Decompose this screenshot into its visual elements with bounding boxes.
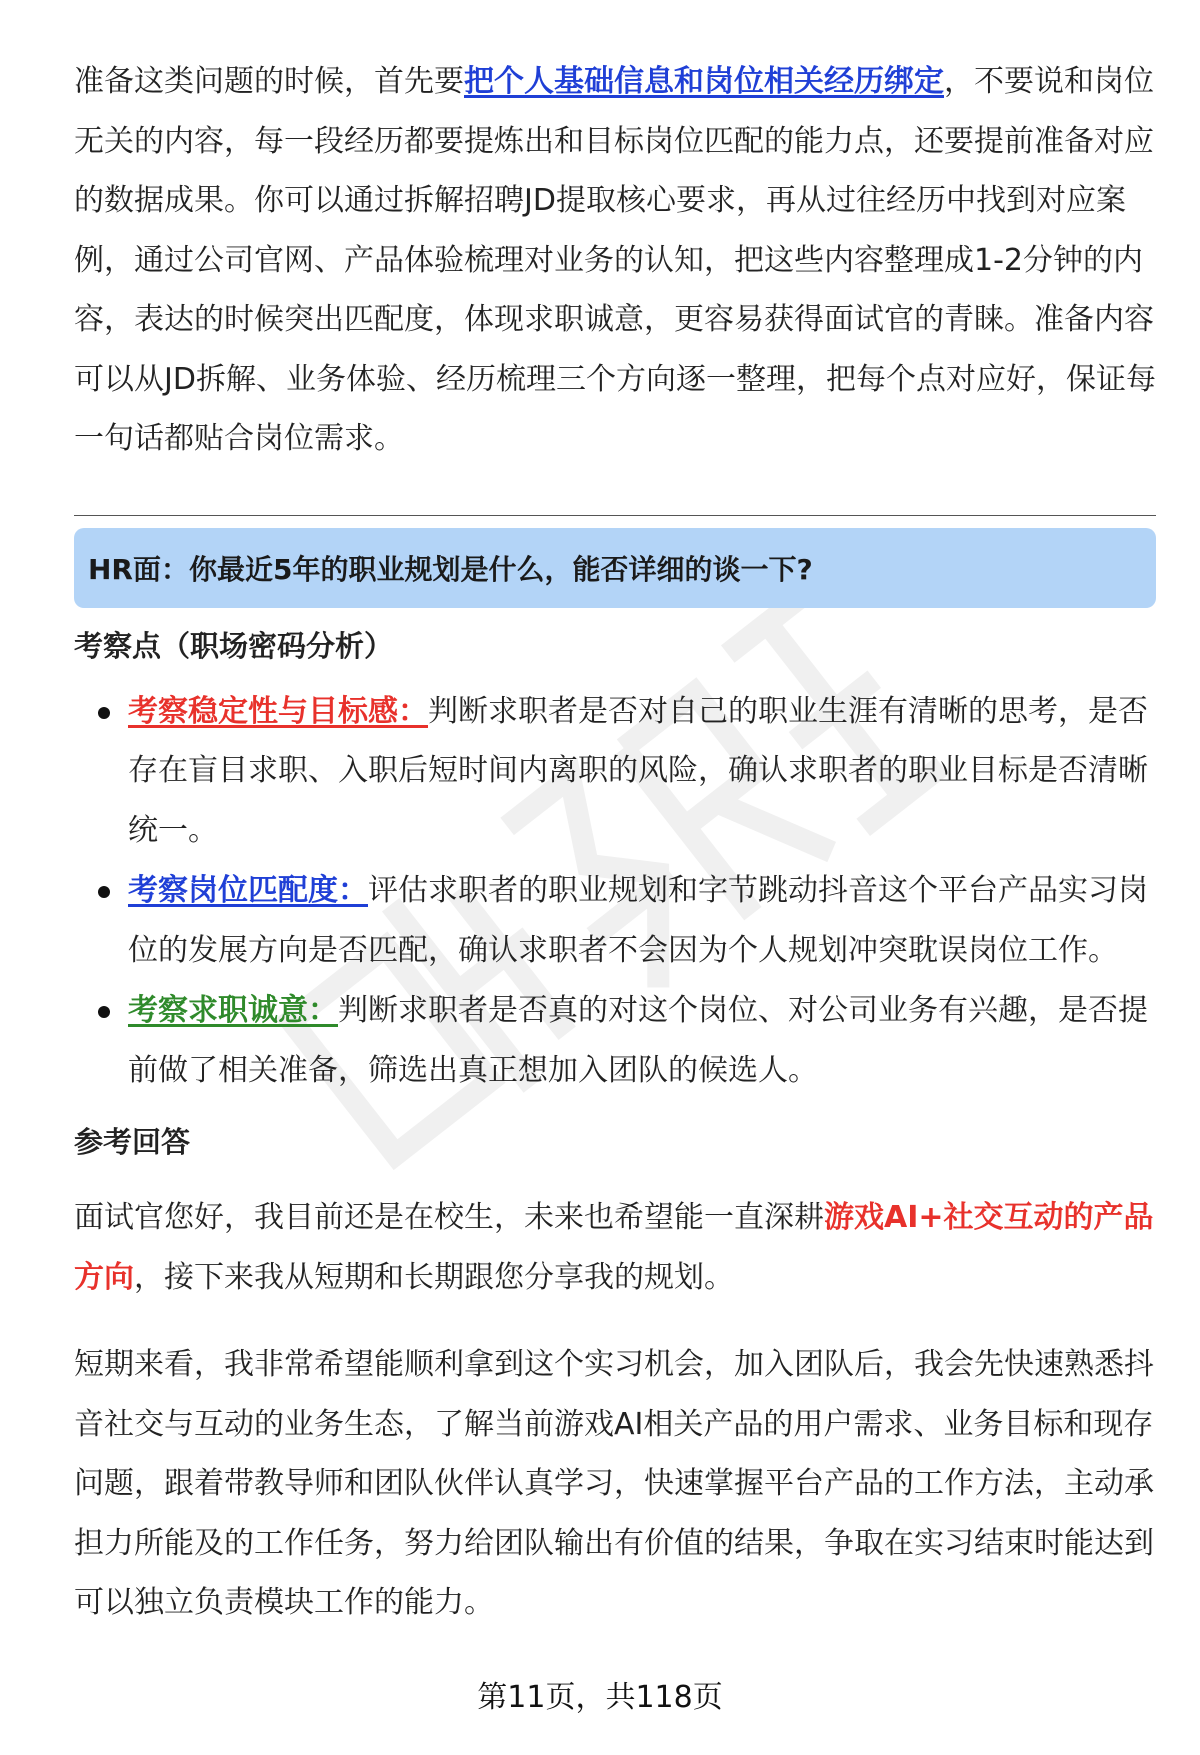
point-label: 考察稳定性与目标感： — [128, 693, 428, 729]
section-divider — [74, 515, 1156, 516]
intro-text-after: ，不要说和岗位无关的内容，每一段经历都要提炼出和目标岗位匹配的能力点，还要提前准备对应的数据成果。你可以通过拆解招聘JD提取核心要求，再从过往经历中找到对应案例，通过公司官网、产品体验梳理对业务的认知，把这些内容整理成1-2分钟的内容，表达的时候突出匹配度，体现求职诚意，更容易获得面试官的青睐。准备内容可以从JD拆解、业务体验、经历梳理三个方向逐一整理，把每个点对应好，保证每一句话都贴合岗位需求。 — [74, 64, 1156, 456]
intro-text-before: 准备这类问题的时候，首先要 — [74, 64, 464, 99]
intro-paragraph — [74, 52, 1156, 469]
point-label: 考察岗位匹配度： — [128, 873, 368, 908]
intro-highlight: 把个人基础信息和岗位相关经历绑定 — [464, 64, 944, 99]
page-number: 第11页，共118页 — [477, 1680, 723, 1715]
analysis-point-sincerity — [74, 981, 1156, 1100]
bullet-icon — [98, 886, 110, 898]
reference-p1-before: 面试官您好，我目前还是在校生，未来也希望能一直深耕 — [74, 1200, 824, 1235]
reference-paragraph-1 — [74, 1188, 1156, 1307]
point-label: 考察求职诚意： — [128, 993, 338, 1028]
paragraph-gap — [74, 1307, 1156, 1335]
document-content — [74, 52, 1156, 1633]
bullet-icon — [98, 1006, 110, 1018]
reference-paragraph-2: 短期来看，我非常希望能顺利拿到这个实习机会，加入团队后，我会先快速熟悉抖音社交与互动的业务生态，了解当前游戏AI相关产品的用户需求、业务目标和现存问题，跟着带教导师和团队伙伴认真学习，快速掌握平台产品的工作方法，主动承担力所能及的工作任务，努力给团队输出有价值的结果，争取在实习结束时能达到可以独立负责模块工作的能力。 — [74, 1347, 1154, 1620]
analysis-point-stability — [74, 682, 1156, 861]
question-box — [74, 528, 1156, 608]
reference-p1-after: ，接下来我从短期和长期跟您分享我的规划。 — [134, 1259, 734, 1295]
analysis-point-match — [74, 861, 1156, 980]
point-text: 判断求职者是否对自己的职业生涯有清晰的思考，是否存在盲目求职、入职后短时间内离职的风险，确认求职者的职业目标是否清晰统一。 — [128, 693, 1148, 848]
point-text: 判断求职者是否真的对这个岗位、对公司业务有兴趣，是否提前做了相关准备，筛选出真正想加入团队的候选人。 — [128, 993, 1148, 1088]
point-text: 评估求职者的职业规划和字节跳动抖音这个平台产品实习岗位的发展方向是否匹配，确认求职者不会因为个人规划冲突耽误岗位工作。 — [128, 873, 1148, 968]
bullet-icon — [98, 707, 110, 719]
question-text: HR面：你最近5年的职业规划是什么，能否详细的谈一下? — [88, 552, 813, 586]
reference-title: 参考回答 — [74, 1125, 191, 1159]
analysis-points-list — [74, 682, 1156, 1101]
analysis-title: 考察点（职场密码分析） — [74, 628, 394, 663]
reference-p1-highlight: 游戏AI+社交互动的产品方向 — [74, 1200, 1154, 1295]
